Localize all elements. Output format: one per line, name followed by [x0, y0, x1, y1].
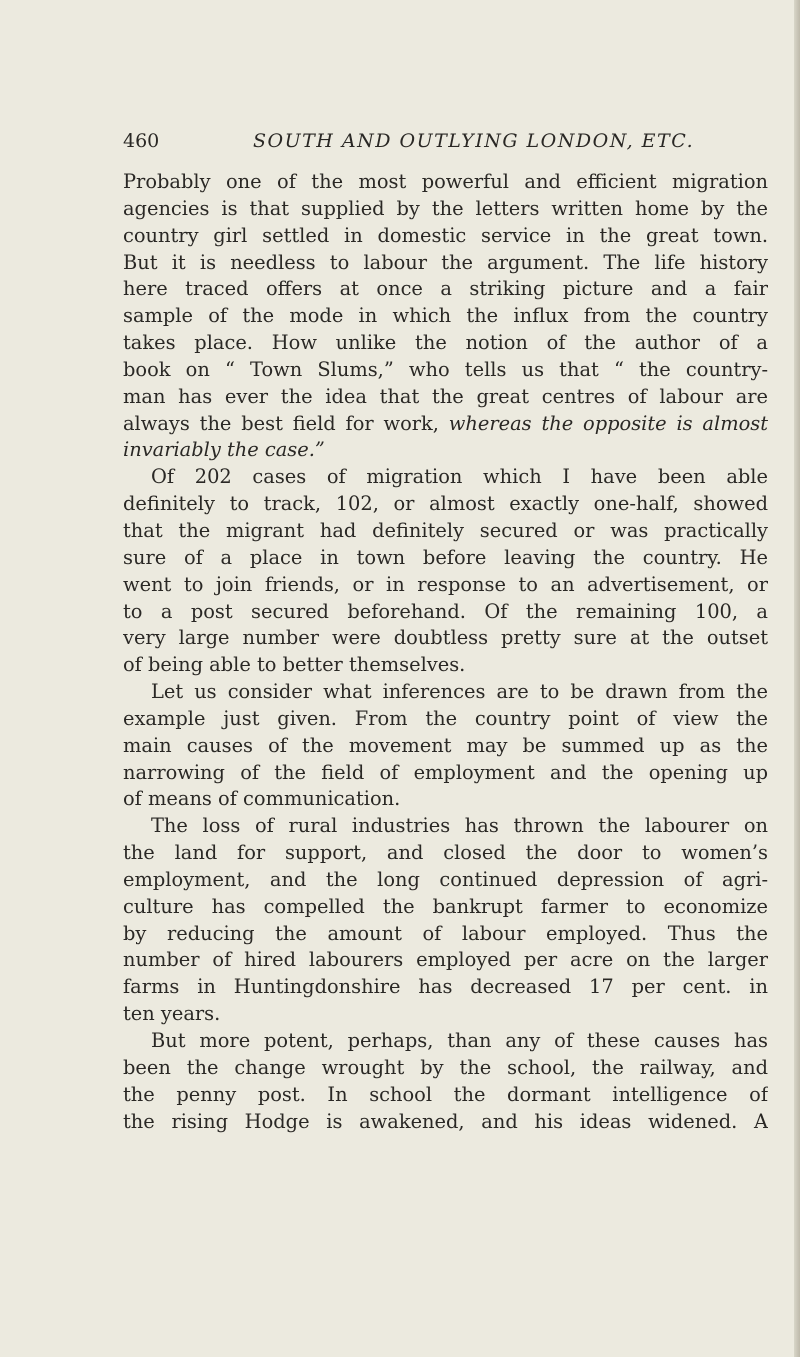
line-text: culture has compelled the bankrupt farmer to economize: [123, 894, 768, 918]
body-text: [123, 169, 768, 1135]
line-text: example just given. From the country point of view the: [123, 706, 768, 730]
text-line: [123, 867, 768, 894]
line-text: the rising Hodge is awakened, and his ideas widened. A: [123, 1109, 768, 1133]
line-text: to a post secured beforehand. Of the remaining 100, a: [123, 599, 768, 623]
text-line: [123, 840, 768, 867]
text-line: [123, 1028, 768, 1055]
line-text: farms in Huntingdonshire has decreased 17 per cent. in: [123, 975, 768, 999]
line-text: that the migrant had definitely secured or was practically: [123, 518, 768, 542]
line-text: The loss of rural industries has thrown the labourer on: [151, 814, 768, 838]
text-line: [123, 786, 768, 813]
text-line: [123, 250, 768, 277]
line-text: number of hired labourers employed per acre on the larger: [123, 948, 768, 972]
line-text: by reducing the amount of labour employed. Thus the: [123, 921, 768, 945]
line-text: definitely to track, 102, or almost exactly one-half, showed: [123, 492, 768, 516]
line-text: sample of the mode in which the influx from the country: [123, 304, 768, 328]
running-head: SOUTH AND OUTLYING LONDON, ETC.: [253, 130, 695, 152]
line-text: main causes of the movement may be summed up as the: [123, 733, 768, 757]
line-text: sure of a place in town before leaving the country. He: [123, 545, 768, 569]
line-text: the land for support, and closed the door to women’s: [123, 841, 768, 865]
line-text: man has ever the idea that the great centres of labour are: [123, 384, 768, 408]
text-line: [123, 303, 768, 330]
line-text: of means of communication.: [123, 787, 401, 811]
text-line: [123, 894, 768, 921]
text-line: [123, 276, 768, 303]
line-text: But it is needless to labour the argument. The life history: [123, 250, 768, 274]
text-line: [123, 1082, 768, 1109]
line-text: been the change wrought by the school, the railway, and: [123, 1055, 768, 1079]
line-text: ten years.: [123, 1002, 221, 1026]
line-text: Let us consider what inferences are to be drawn from the: [151, 680, 768, 704]
text-line: [123, 974, 768, 1001]
line-text: agencies is that supplied by the letters written home by the: [123, 196, 768, 220]
text-line: [123, 1109, 768, 1136]
text-line: [123, 706, 768, 733]
line-text: very large number were doubtless pretty sure at the outset: [123, 626, 768, 650]
text-line: [123, 813, 768, 840]
text-line: [123, 679, 768, 706]
page-number: 460: [123, 130, 160, 152]
line-text: narrowing of the field of employment and the opening up: [123, 760, 768, 784]
line-text: employment, and the long continued depression of agri-: [123, 867, 768, 891]
line-text: Probably one of the most powerful and efficient migration: [123, 170, 768, 193]
text-line: [123, 384, 768, 411]
line-italic-text: whereas the opposite is almost: [448, 411, 768, 435]
text-line: [123, 169, 768, 196]
line-italic-text: invariably the case.”: [123, 438, 325, 462]
line-text: went to join friends, or in response to an advertisement, or: [123, 572, 768, 596]
text-line: [123, 357, 768, 384]
text-line: [123, 599, 768, 626]
line-text: of being able to better themselves.: [123, 653, 466, 677]
page-edge-shadow: [794, 0, 800, 1357]
text-line: [123, 518, 768, 545]
text-line: [123, 572, 768, 599]
text-line: [123, 760, 768, 787]
text-line: [123, 491, 768, 518]
line-text: always the best field for work,: [123, 411, 449, 435]
text-line: [123, 437, 768, 464]
text-line: [123, 196, 768, 223]
text-line: [123, 947, 768, 974]
text-line: [123, 1055, 768, 1082]
text-line: [123, 652, 768, 679]
text-line: [123, 625, 768, 652]
text-line: [123, 545, 768, 572]
text-line: [123, 223, 768, 250]
line-text: country girl settled in domestic service in the great town.: [123, 223, 768, 247]
line-text: takes place. How unlike the notion of the author of a: [123, 331, 768, 355]
line-text: But more potent, perhaps, than any of these causes has: [151, 1029, 768, 1052]
text-line: [123, 1001, 768, 1028]
text-line: [123, 330, 768, 357]
line-text: here traced offers at once a striking picture and a fair: [123, 277, 768, 301]
line-text: the penny post. In school the dormant intelligence of: [123, 1082, 768, 1106]
page-header: [123, 127, 768, 155]
text-line: [123, 464, 768, 491]
text-line: [123, 733, 768, 760]
text-line: [123, 411, 768, 438]
text-line: [123, 921, 768, 948]
line-text: book on “ Town Slums,” who tells us that “ the country-: [123, 357, 768, 381]
line-text: Of 202 cases of migration which I have been able: [151, 465, 768, 489]
